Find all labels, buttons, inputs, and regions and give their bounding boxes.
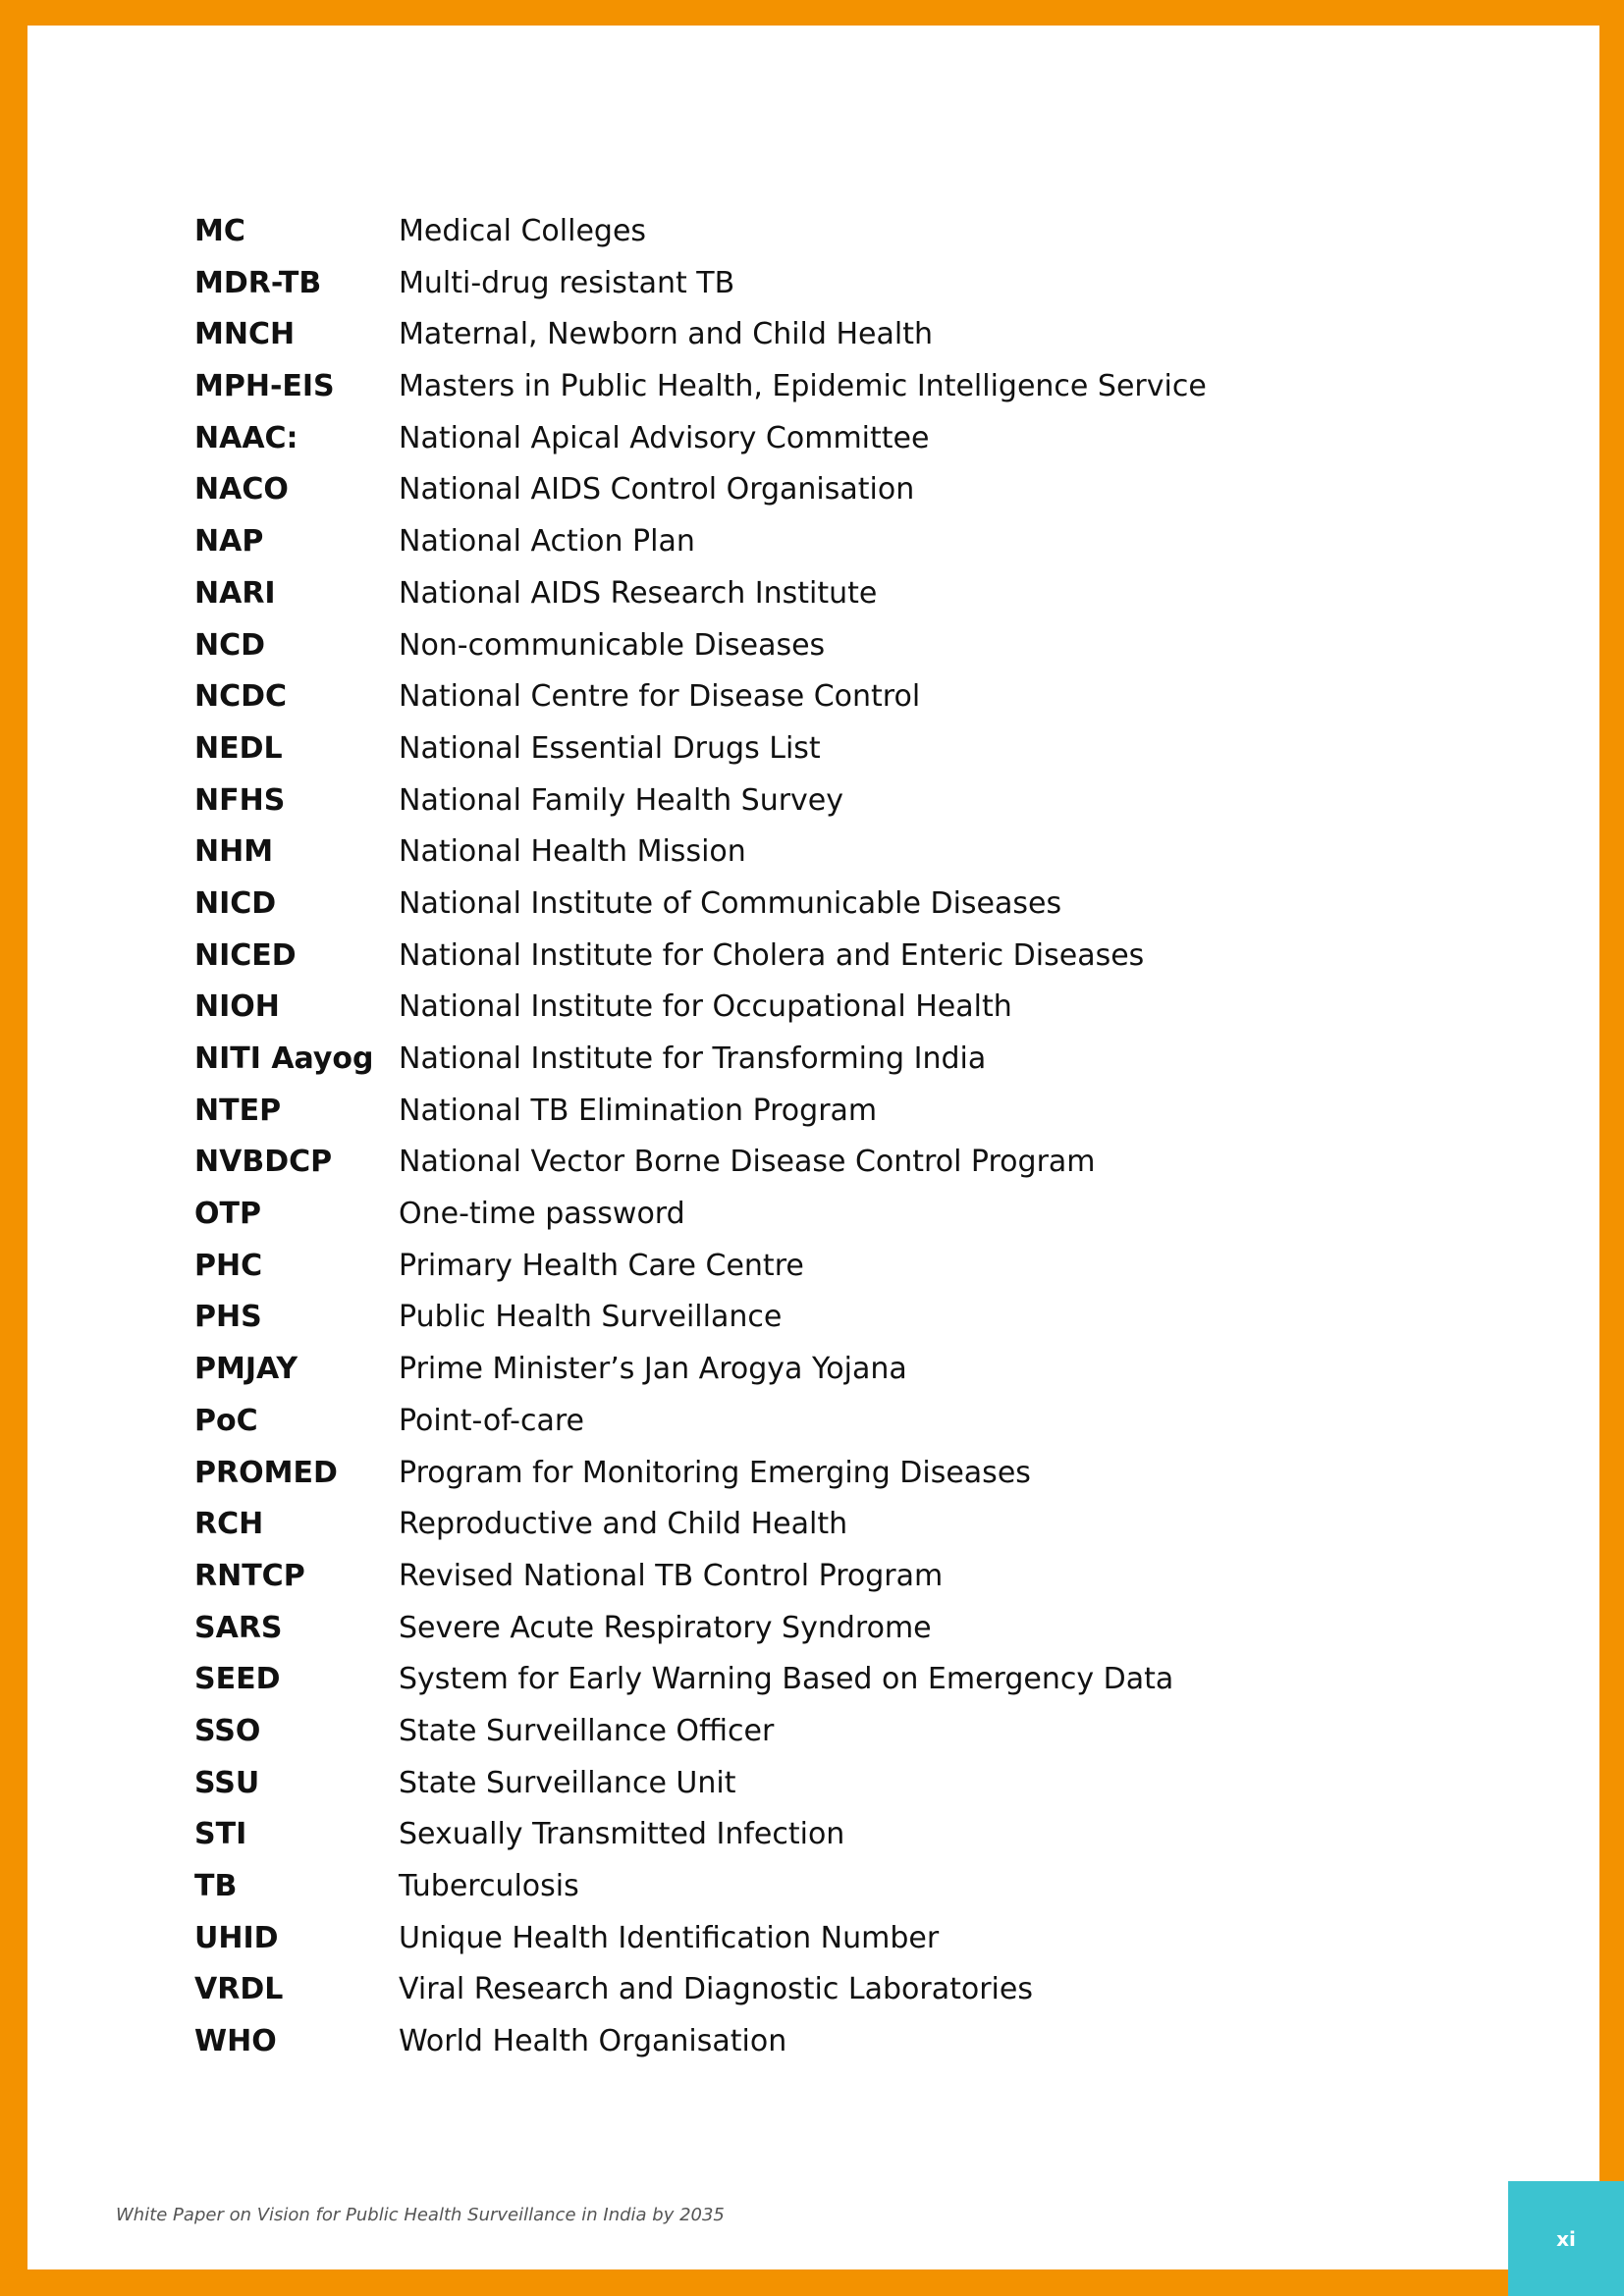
abbreviation-definition: Medical Colleges bbox=[399, 214, 647, 248]
abbreviation-definition: National Vector Borne Disease Control Program bbox=[399, 1145, 1096, 1180]
abbreviation-definition: Revised National TB Control Program bbox=[399, 1558, 944, 1593]
abbreviation-term: NITI Aayog bbox=[194, 1041, 374, 1076]
abbreviation-definition: Sexually Transmitted Infection bbox=[399, 1817, 845, 1852]
abbreviation-term: VRDL bbox=[194, 1972, 284, 2007]
abbreviation-term: SSU bbox=[194, 1765, 260, 1800]
abbreviation-term: MNCH bbox=[194, 317, 296, 352]
abbreviation-term: PoC bbox=[194, 1403, 258, 1438]
abbreviation-definition: Prime Minister’s Jan Arogya Yojana bbox=[399, 1352, 907, 1387]
abbreviation-definition: National Family Health Survey bbox=[399, 782, 844, 818]
abbreviation-term: NICED bbox=[194, 937, 297, 973]
abbreviation-definition: National Health Mission bbox=[399, 834, 746, 870]
abbreviation-term: NCDC bbox=[194, 679, 288, 715]
abbreviation-term: NARI bbox=[194, 575, 276, 611]
abbreviation-term: RCH bbox=[194, 1507, 264, 1542]
abbreviation-term: NIOH bbox=[194, 989, 280, 1025]
abbreviation-definition: National AIDS Control Organisation bbox=[399, 472, 915, 507]
abbreviation-term: RNTCP bbox=[194, 1558, 305, 1593]
abbreviation-definition: Multi-drug resistant TB bbox=[399, 265, 735, 300]
abbreviation-definition: National Institute of Communicable Diseases bbox=[399, 885, 1062, 921]
abbreviation-definition: Viral Research and Diagnostic Laboratories bbox=[399, 1972, 1033, 2007]
abbreviation-term: MPH-EIS bbox=[194, 369, 335, 404]
abbreviation-definition: Maternal, Newborn and Child Health bbox=[399, 317, 933, 352]
abbreviation-definition: Non-communicable Diseases bbox=[399, 627, 826, 663]
footer-title: White Paper on Vision for Public Health Surveillance in India by 2035 bbox=[116, 2205, 725, 2225]
abbreviation-term: NFHS bbox=[194, 782, 286, 818]
document-page bbox=[27, 26, 1599, 2269]
abbreviation-definition: National Essential Drugs List bbox=[399, 730, 821, 766]
abbreviation-term: PHC bbox=[194, 1248, 263, 1283]
abbreviation-definition: System for Early Warning Based on Emergency Data bbox=[399, 1662, 1174, 1697]
abbreviation-term: UHID bbox=[194, 1920, 279, 1955]
abbreviation-definition: Unique Health Identification Number bbox=[399, 1920, 940, 1955]
abbreviation-definition: Severe Acute Respiratory Syndrome bbox=[399, 1610, 932, 1645]
abbreviation-term: NCD bbox=[194, 627, 266, 663]
abbreviation-definition: World Health Organisation bbox=[399, 2024, 787, 2059]
abbreviation-term: OTP bbox=[194, 1197, 261, 1232]
page-number-badge bbox=[1508, 2181, 1624, 2296]
abbreviation-term: NAAC: bbox=[194, 420, 298, 455]
abbreviation-term: PROMED bbox=[194, 1455, 338, 1490]
abbreviation-term: PMJAY bbox=[194, 1352, 298, 1387]
abbreviation-term: STI bbox=[194, 1817, 247, 1852]
abbreviation-term: MDR-TB bbox=[194, 265, 322, 300]
abbreviation-term: SEED bbox=[194, 1662, 281, 1697]
abbreviation-definition: National Apical Advisory Committee bbox=[399, 420, 930, 455]
abbreviation-definition: Primary Health Care Centre bbox=[399, 1248, 804, 1283]
abbreviation-definition: National Institute for Cholera and Enteric Diseases bbox=[399, 937, 1145, 973]
abbreviation-definition: National Institute for Transforming India bbox=[399, 1041, 987, 1076]
abbreviation-term: MC bbox=[194, 214, 245, 248]
abbreviation-definition: National Centre for Disease Control bbox=[399, 679, 921, 715]
abbreviation-term: NHM bbox=[194, 834, 274, 870]
abbreviation-definition: State Surveillance Unit bbox=[399, 1765, 736, 1800]
abbreviation-term: NVBDCP bbox=[194, 1145, 333, 1180]
abbreviation-term: PHS bbox=[194, 1300, 262, 1335]
abbreviation-definition: Point-of-care bbox=[399, 1403, 584, 1438]
abbreviation-definition: Tuberculosis bbox=[399, 1869, 579, 1903]
abbreviation-term: SSO bbox=[194, 1713, 261, 1748]
abbreviation-definition: Public Health Surveillance bbox=[399, 1300, 783, 1335]
page-number: xi bbox=[1556, 2226, 1576, 2251]
abbreviation-definition: One-time password bbox=[399, 1197, 685, 1232]
abbreviation-term: SARS bbox=[194, 1610, 283, 1645]
abbreviation-definition: National TB Elimination Program bbox=[399, 1093, 878, 1128]
abbreviation-definition: State Surveillance Officer bbox=[399, 1713, 775, 1748]
abbreviation-term: NICD bbox=[194, 885, 277, 921]
abbreviation-term: NEDL bbox=[194, 730, 283, 766]
abbreviation-term: NAP bbox=[194, 524, 264, 560]
abbreviation-definition: Reproductive and Child Health bbox=[399, 1507, 848, 1542]
abbreviation-definition: National Institute for Occupational Health bbox=[399, 989, 1012, 1025]
abbreviation-term: TB bbox=[194, 1869, 238, 1903]
abbreviation-definition: National Action Plan bbox=[399, 524, 695, 560]
abbreviation-term: WHO bbox=[194, 2024, 277, 2059]
abbreviation-definition: Program for Monitoring Emerging Diseases bbox=[399, 1455, 1031, 1490]
abbreviation-definition: National AIDS Research Institute bbox=[399, 575, 878, 611]
abbreviation-term: NACO bbox=[194, 472, 289, 507]
abbreviation-term: NTEP bbox=[194, 1093, 282, 1128]
abbreviation-definition: Masters in Public Health, Epidemic Intelligence Service bbox=[399, 369, 1207, 404]
